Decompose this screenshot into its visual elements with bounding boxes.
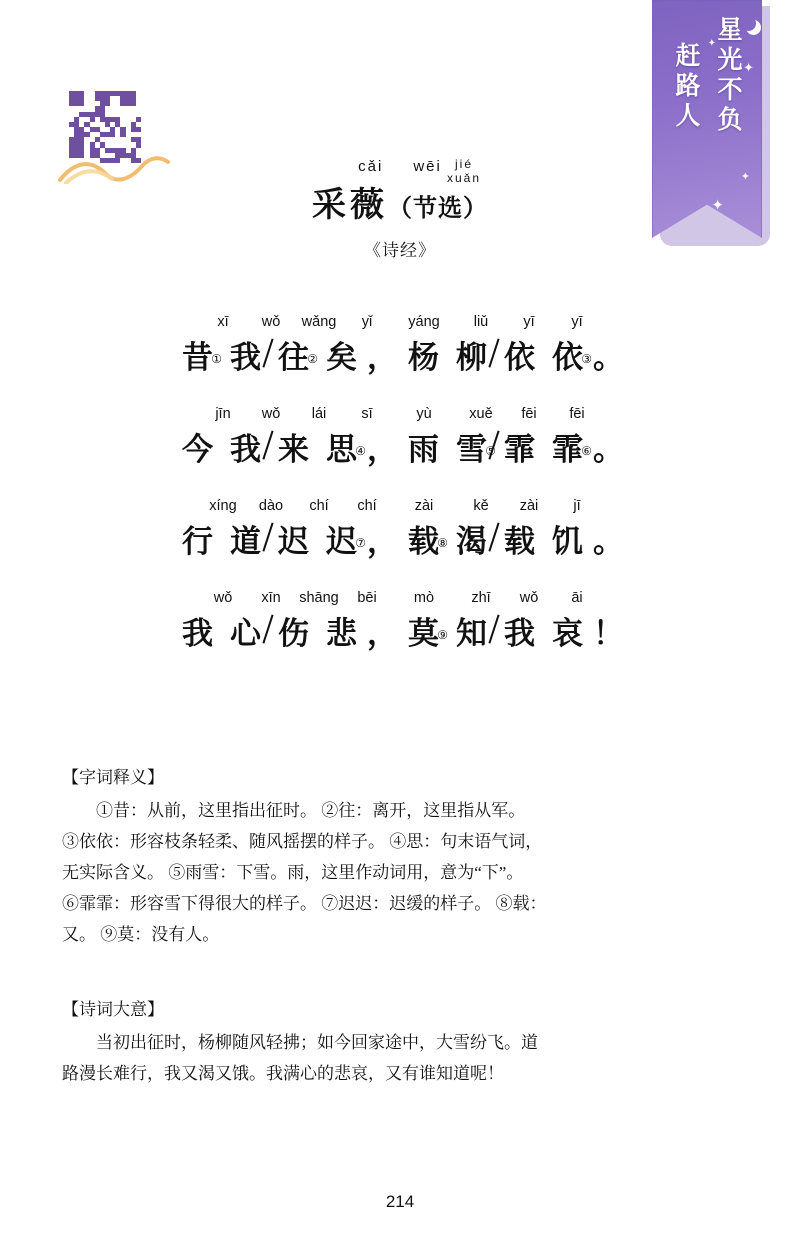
pinyin-syllable: shāng: [299, 590, 339, 606]
pinyin-syllable: xīn: [261, 590, 281, 606]
poem-character: 载 ⑧: [400, 516, 448, 568]
pinyin-syllable: zài: [414, 498, 434, 514]
glossary-line-2: ③依依：形容枝条轻柔、随风摇摆的样子。 ④思：句末语气词，: [62, 832, 543, 851]
pinyin-syllable: fēi: [569, 406, 585, 422]
page-number: 214: [385, 1192, 415, 1211]
poem-character: 心: [230, 616, 262, 651]
poem-character: 往 ②: [270, 332, 318, 384]
poem-body: [0, 312, 800, 680]
poem-line-characters: [0, 424, 800, 476]
poem-line: [0, 312, 800, 404]
pinyin-syllable: wǎng: [301, 314, 337, 330]
poem-line: [0, 588, 800, 680]
summary-line-1: 当初出征时，杨柳随风轻拂；如今回家途中，大雪纷飞。道: [96, 1033, 538, 1052]
title-annotation: （节选）: [388, 196, 488, 222]
poem-character: 渴: [456, 524, 488, 559]
poem-character: 悲: [326, 616, 358, 651]
glossary-line-3: 无实际含义。 ⑤雨雪：下雪。雨，这里作动词用，意为“下”。: [62, 863, 524, 882]
poem-character: 依 ③: [544, 332, 592, 384]
sparkle-icon: ✦: [707, 38, 716, 49]
title-source: 《诗经》: [364, 241, 436, 260]
pinyin-syllable: xíng: [209, 498, 237, 514]
poem-punctuation: ，: [367, 340, 399, 375]
title-pinyin-2: wēi: [413, 158, 442, 175]
pinyin-syllable: chí: [357, 498, 377, 514]
pinyin-syllable: bēi: [357, 590, 377, 606]
ribbon-column-1: 星光不负: [714, 16, 742, 136]
notes-heading-glossary: 【字词释义】: [62, 768, 164, 787]
pinyin-syllable: wǒ: [519, 590, 539, 606]
note-marker: ③: [581, 352, 593, 366]
poem-punctuation: ！: [593, 616, 625, 651]
sparkle-icon: ✦: [740, 171, 750, 183]
pinyin-syllable: dào: [258, 498, 284, 514]
glossary-line-4: ⑥霏霏：形容雪下得很大的样子。 ⑦迟迟：迟缓的样子。 ⑧载：: [62, 894, 547, 913]
poem-punctuation: ，: [367, 524, 399, 559]
note-marker: ⑨: [437, 628, 449, 642]
poem-character: 依: [504, 340, 536, 375]
poem-line-pinyin: [0, 404, 800, 424]
poem-punctuation: 。: [593, 432, 625, 467]
poem-character: 昔 ①: [174, 332, 222, 384]
pinyin-syllable: wǒ: [261, 406, 281, 422]
pinyin-syllable: sī: [361, 406, 373, 422]
note-marker: ⑥: [581, 444, 593, 458]
pinyin-syllable: yù: [416, 406, 432, 422]
poem-character: 迟 ⑦: [318, 516, 366, 568]
note-marker: ⑦: [355, 536, 367, 550]
pinyin-syllable: liǔ: [473, 314, 489, 330]
pinyin-syllable: kě: [473, 498, 489, 514]
poem-character: 载: [504, 524, 536, 559]
poem-character: 哀: [552, 616, 584, 651]
notes-block-summary: [62, 994, 742, 1089]
poem-character: 来: [278, 432, 310, 467]
poem-character: 今: [182, 432, 214, 467]
summary-line-2: 路漫长难行，我又渴又饿。我满心的悲哀，又有谁知道呢！: [62, 1064, 504, 1083]
sparkle-icon: ✦: [711, 198, 724, 214]
ribbon-column-2: 赶路人: [672, 42, 700, 132]
poem-character: 矣: [326, 340, 358, 375]
title-annotation-pinyin: jié xuǎn: [446, 157, 482, 185]
pinyin-syllable: zài: [519, 498, 539, 514]
poem-character: 霏: [504, 432, 536, 467]
pinyin-syllable: zhī: [471, 590, 491, 606]
notes-section: [62, 762, 742, 1089]
poem-character: 道: [230, 524, 262, 559]
poem-line-characters: [0, 332, 800, 384]
notes-heading-summary: 【诗词大意】: [62, 1000, 164, 1019]
poem-character: 雪 ⑤: [448, 424, 496, 476]
pinyin-syllable: yī: [523, 314, 535, 330]
pinyin-syllable: mò: [413, 590, 435, 606]
note-marker: ⑤: [485, 444, 497, 458]
poem-line-pinyin: [0, 496, 800, 516]
poem-punctuation: ，: [367, 432, 399, 467]
glossary-line-5: 又。 ⑨莫：没有人。: [62, 925, 220, 944]
poem-character: 迟: [278, 524, 310, 559]
poem-line-characters: [0, 608, 800, 660]
pinyin-syllable: yī: [571, 314, 583, 330]
title-pinyin: [0, 158, 800, 175]
pinyin-syllable: xī: [217, 314, 229, 330]
poem-character: 知: [456, 616, 488, 651]
sparkle-icon: ✦: [743, 60, 754, 75]
poem-character: 我: [230, 432, 262, 467]
title-area: [0, 158, 800, 261]
title-main-text: 采薇: [312, 187, 388, 224]
poem-line-pinyin: [0, 588, 800, 608]
poem-character: 我: [182, 616, 214, 651]
note-marker: ①: [211, 352, 223, 366]
poem-line: [0, 496, 800, 588]
poem-character: 行: [182, 524, 214, 559]
poem-character: 莫 ⑨: [400, 608, 448, 660]
pinyin-syllable: jī: [573, 498, 581, 514]
poem-character: 杨: [408, 340, 440, 375]
pinyin-syllable: wǒ: [213, 590, 233, 606]
pinyin-syllable: āi: [571, 590, 583, 606]
poem-line-pinyin: [0, 312, 800, 332]
pinyin-syllable: xuě: [469, 406, 493, 422]
poem-character: 饥: [552, 524, 584, 559]
poem-character: 雨: [408, 432, 440, 467]
pinyin-syllable: wǒ: [261, 314, 281, 330]
poem-punctuation: ，: [367, 616, 399, 651]
pinyin-syllable: lái: [311, 406, 327, 422]
note-marker: ⑧: [437, 536, 449, 550]
pinyin-syllable: yáng: [408, 314, 440, 330]
poem-character: 伤: [278, 616, 310, 651]
poem-line-characters: [0, 516, 800, 568]
poem-character: 我: [504, 616, 536, 651]
pinyin-syllable: jīn: [215, 406, 231, 422]
title-pinyin-1: cǎi: [358, 158, 384, 175]
poem-character: 柳: [456, 340, 488, 375]
glossary-line-1: ①昔：从前，这里指出征时。 ②往：离开，这里指从军。: [96, 801, 526, 820]
pinyin-syllable: fēi: [521, 406, 537, 422]
poem-character: 思 ④: [318, 424, 366, 476]
poem-character: 霏 ⑥: [544, 424, 592, 476]
poem-line: [0, 404, 800, 496]
pinyin-syllable: chí: [309, 498, 329, 514]
pinyin-syllable: yǐ: [361, 314, 373, 330]
poem-character: 我: [230, 340, 262, 375]
note-marker: ④: [355, 444, 367, 458]
note-marker: ②: [307, 352, 319, 366]
poem-punctuation: 。: [593, 340, 625, 375]
poem-punctuation: 。: [593, 524, 625, 559]
